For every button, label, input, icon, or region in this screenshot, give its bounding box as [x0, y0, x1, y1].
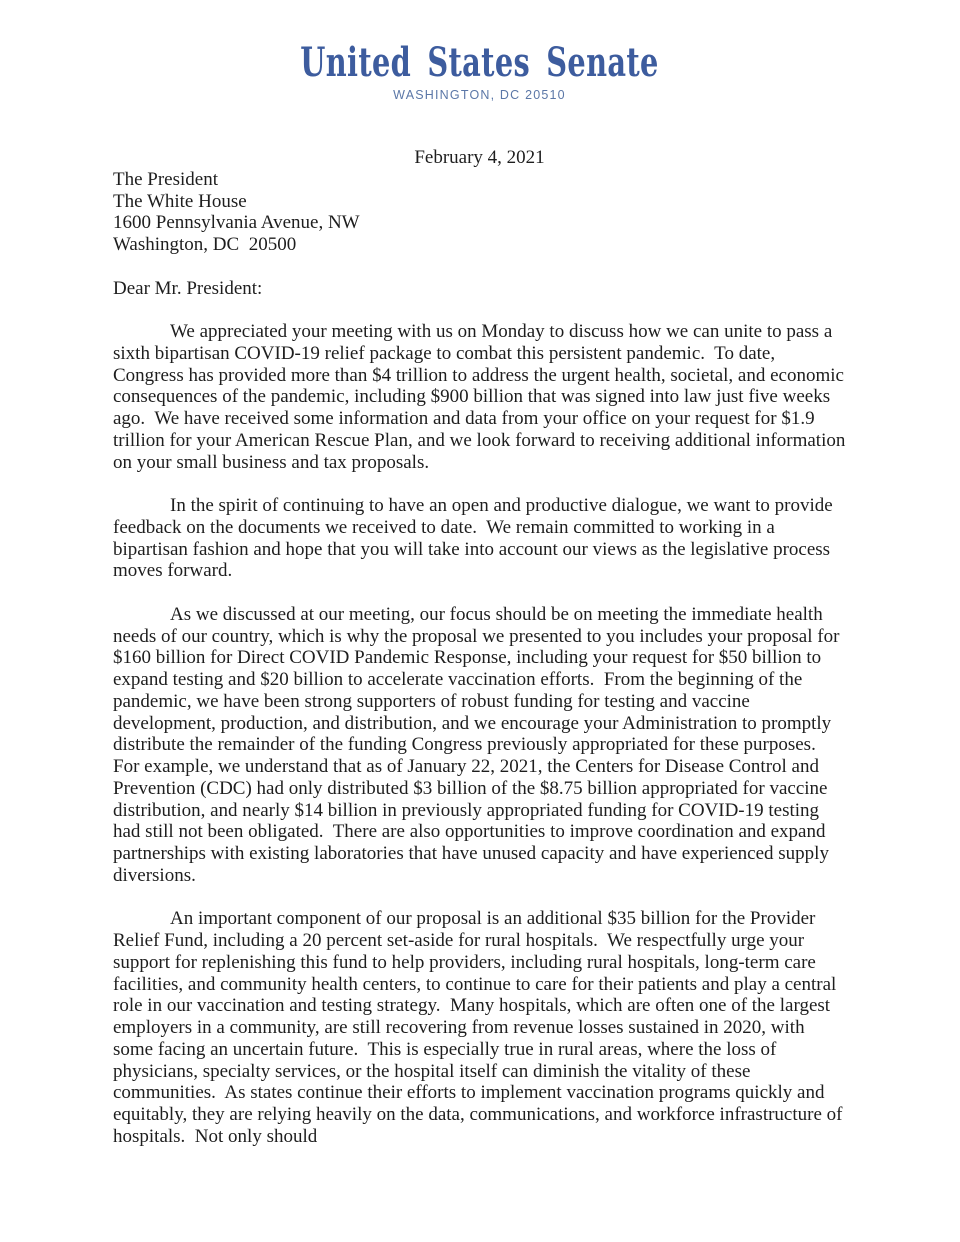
paragraph-1: We appreciated your meeting with us on Monday to discuss how we can unite to pass a sixth bipartisan COVID-19 relief package to combat this persistent pandemic. To date, Congress has provided more than $4 trillion to address the urgent health, societal, and economic consequences of the pandemic, including $900 billion that was signed into law just five weeks ago. We have received some information and data from your office on your request for $1.9 trillion for your American Rescue Plan, and we look forward to receiving additional information on your small business and tax proposals.	[113, 321, 851, 473]
salutation: Dear Mr. President:	[113, 277, 263, 299]
paragraph-3: As we discussed at our meeting, our focus should be on meeting the immediate health needs of our country, which is why the proposal we presented to you includes your proposal for $160 billion for Direct COVID Pandemic Response, including your request for $50 billion to expand testing and $20 billion to accelerate vaccination efforts. From the beginning of the pandemic, we have been strong supporters of robust funding for testing and vaccine development, production, and distribution, and we encourage your Administration to promptly distribute the remainder of the funding Congress previously appropriated for these purposes. For example, we understand that as of January 22, 2021, the Centers for Disease Control and Prevention (CDC) had only distributed $3 billion of the $8.75 billion appropriated for vaccine distribution, and nearly $14 billion in previously appropriated funding for COVID-19 testing had still not been obligated. There are also opportunities to improve coordination and expand partnerships with existing laboratories that have unused capacity and have experienced supply diversions.	[113, 603, 845, 886]
letter-body	[113, 321, 851, 1148]
recipient-line-street: 1600 Pennsylvania Avenue, NW	[113, 212, 360, 234]
letterhead	[113, 39, 846, 103]
paragraph-4: An important component of our proposal is an additional $35 billion for the Provider Relief Fund, including a 20 percent set-aside for rural hospitals. We respectfully urge your support for replenishing this fund to help providers, including rural hospitals, long-term care facilities, and community health centers, to continue to care for their patients and play a central role in our vaccination and testing strategy. Many hospitals, which are often one of the largest employers in a community, are still recovering from revenue losses sustained in 2020, with some facing an uncertain future. This is especially true in rural areas, where the loss of physicians, specialty services, or the hospital itself can diminish the vitality of these communities. As states continue their efforts to implement vaccination programs quickly and equitably, they are relying heavily on the data, communications, and workforce infrastructure of hospitals. Not only should	[113, 908, 848, 1147]
recipient-line-org: The White House	[113, 190, 247, 212]
recipient-line-name: The President	[113, 168, 219, 190]
letter-date: February 4, 2021	[414, 147, 545, 168]
paragraph-2: In the spirit of continuing to have an open and productive dialogue, we want to provide feedback on the documents we received to date. We remain committed to working in a bipartisan fashion and hope that you will take into account our views as the legislative process moves forward.	[113, 495, 838, 582]
letterhead-address: WASHINGTON, DC 20510	[393, 88, 566, 102]
recipient-line-city: Washington, DC 20500	[113, 234, 297, 255]
letterhead-title: United States Senate	[300, 39, 659, 86]
recipient-block	[113, 169, 846, 256]
